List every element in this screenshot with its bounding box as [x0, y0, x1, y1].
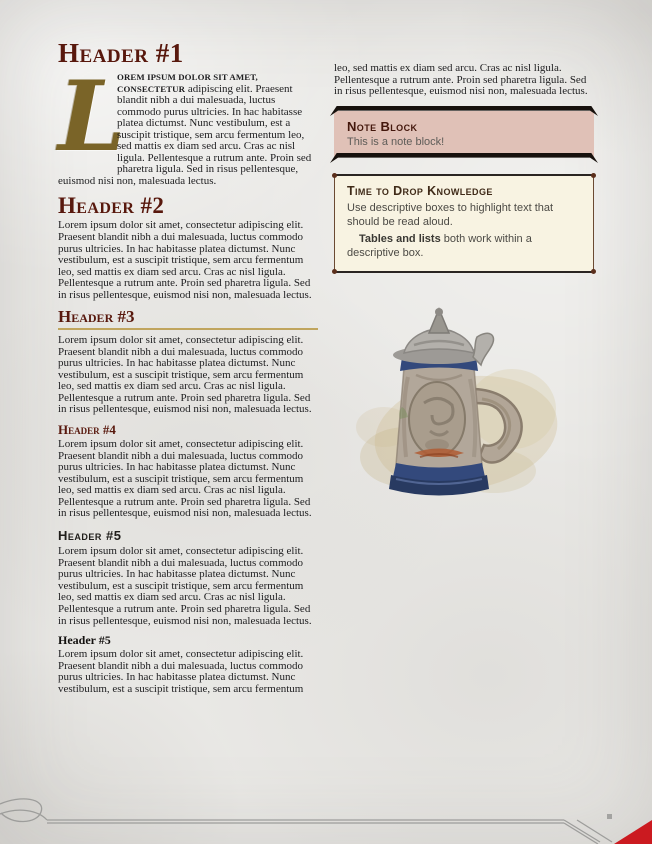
note-block-bottom-border: [330, 153, 598, 163]
paragraph: Lorem ipsum dolor sit amet, consectetur adipiscing elit. Praesent blandit nibh a dui malesuada, luctus commodo purus ultricies. In hac habitasse platea dictumst. Nunc vestibulum, est a suscipit tristique, sem arcu fermentum leo, sed mattis ex diam sed arcu. Cras ac nisl ligula. Pellentesque a rutrum ante. Proin sed pharetra ligula. Sed in risus pellentesque, euismod nisi non, malesuada lectus.: [58, 333, 312, 416]
descriptive-box-line: Use descriptive boxes to highlight text that should be read aloud.: [347, 201, 554, 229]
footer-flourish-line: [0, 799, 612, 844]
descriptive-box: [334, 174, 594, 273]
note-block-top-border: [330, 106, 598, 116]
intro-lead-line: OREM IPSUM DOLOR SIT AMET, CONSECTETUR: [117, 72, 258, 94]
footer-square-dot: [607, 814, 612, 819]
corner-dot-icon: [591, 269, 596, 274]
left-column: [58, 40, 318, 806]
descriptive-box-line: [347, 232, 581, 261]
header-2: Header #2: [58, 193, 165, 219]
descriptive-box-bold-lead: Tables and lists: [359, 232, 441, 245]
header-4: Header #4: [58, 421, 116, 437]
beer-stein-image: [344, 307, 564, 507]
note-block-text: This is a note block!: [347, 135, 445, 148]
continuation-paragraph: leo, sed mattis ex diam sed arcu. Cras ac nisl ligula. Pellentesque a rutrum ante. Proin sed pharetra ligula. Sed in risus pellentesque, euismod nisi non, malesuada lectus.: [334, 62, 588, 98]
two-column-layout: [58, 40, 594, 806]
drop-cap: L: [58, 60, 126, 173]
descriptive-box-title: Time to Drop Knowledge: [347, 183, 493, 198]
corner-dot-icon: [332, 173, 337, 178]
paragraph: Lorem ipsum dolor sit amet, consectetur adipiscing elit. Praesent blandit nibh a dui malesuada, luctus commodo purus ultricies. In hac habitasse platea dictumst. Nunc vestibulum, est a suscipit tristique, sem arcu fermentum leo, sed mattis ex diam sed arcu. Cras ac nisl ligula. Pellentesque a rutrum ante. Proin sed pharetra ligula. Sed in risus pellentesque, euismod nisi non, malesuada lectus.: [58, 219, 312, 301]
descriptive-box-rest: both work within a descriptive box.: [347, 232, 532, 260]
footer-decoration: [0, 792, 652, 844]
paragraph: Lorem ipsum dolor sit amet, consectetur adipiscing elit. Praesent blandit nibh a dui malesuada, luctus commodo purus ultricies. In hac habitasse platea dictumst. Nunc vestibulum, est a suscipit tristique, sem arcu fermentum leo, sed mattis ex diam sed arcu. Cras ac nisl ligula. Pellentesque a rutrum ante. Proin sed pharetra ligula. Sed in risus pellentesque, euismod nisi non, malesuada lectus.: [58, 438, 312, 520]
note-block: [334, 111, 594, 157]
corner-dot-icon: [591, 173, 596, 178]
intro-paragraph: [58, 60, 318, 187]
stein-illustration: [344, 307, 564, 507]
right-column: [334, 40, 594, 806]
paragraph-truncated: Lorem ipsum dolor sit amet, consectetur adipiscing elit. Praesent blandit nibh a dui malesuada, luctus commodo purus ultricies. In hac habitasse platea dictumst. Nunc vestibulum, est a suscipit tristique, sem arcu fermentum: [58, 648, 304, 695]
header-1: Header #1: [58, 38, 184, 68]
corner-dot-icon: [332, 269, 337, 274]
red-corner-triangle-icon: [614, 820, 652, 844]
header-5: Header #5: [58, 527, 122, 543]
header-5-bold: Header #5: [58, 633, 111, 648]
paragraph: Lorem ipsum dolor sit amet, consectetur adipiscing elit. Praesent blandit nibh a dui malesuada, luctus commodo purus ultricies. In hac habitasse platea dictumst. Nunc vestibulum, est a suscipit tristique, sem arcu fermentum leo, sed mattis ex diam sed arcu. Cras ac nisl ligula. Pellentesque a rutrum ante. Proin sed pharetra ligula. Sed in risus pellentesque, euismod nisi non, malesuada lectus.: [58, 545, 312, 627]
intro-body-text: adipiscing elit. Praesent blandit nibh a dui malesuada, luctus commodo purus ultricies. In hac habitasse platea dictumst. Nunc vestibulum, est a suscipit tristique, sem arcu fermentum leo, sed mattis ex diam sed arcu. Cras ac nisl ligula. Pellentesque a rutrum ante. Proin sed pharetra ligula. Sed in risus pellentesque, euismod nisi non, malesuada lectus.: [58, 82, 312, 187]
note-block-title: Note Block: [347, 118, 418, 134]
page-footer: [0, 792, 652, 844]
header-3: Header #3: [58, 308, 318, 330]
